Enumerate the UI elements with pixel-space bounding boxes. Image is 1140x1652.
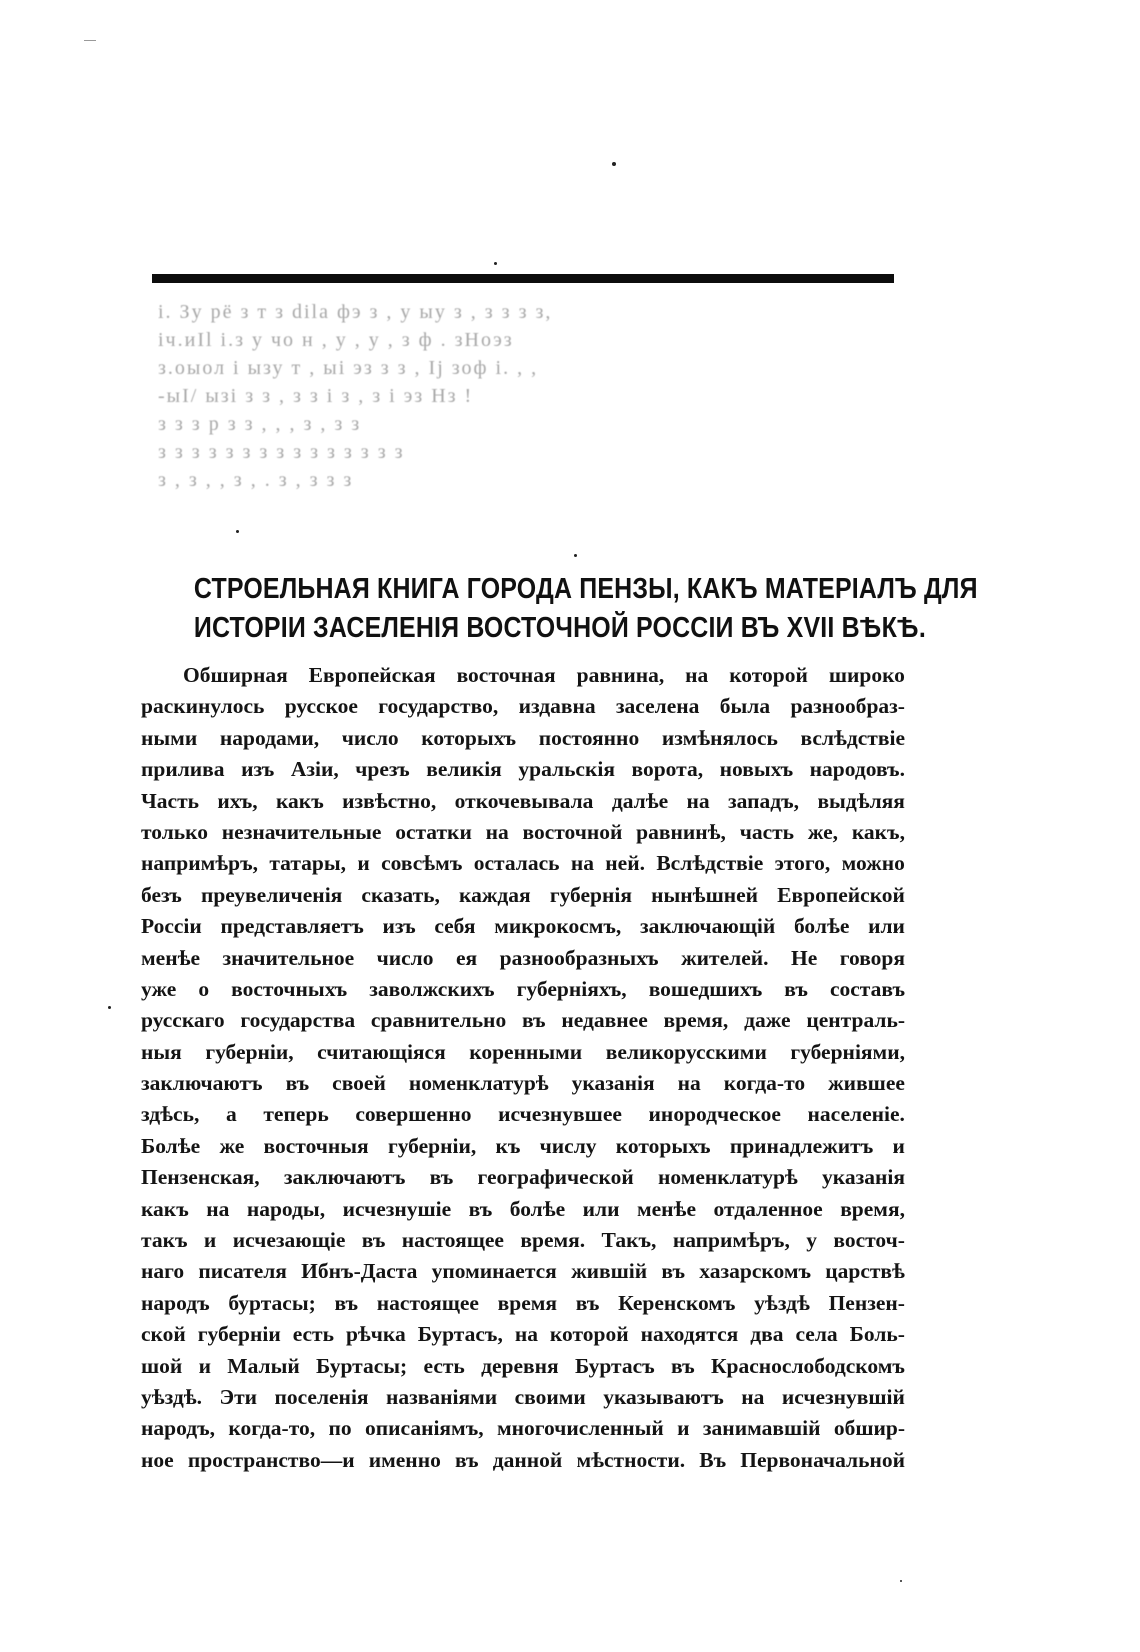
text-line bbox=[141, 1162, 905, 1193]
word: указанія bbox=[822, 1165, 905, 1190]
word: Европейской bbox=[777, 882, 905, 907]
bleed-line: з.оыол і ызу т , ыі эз з з , Ij зоф і. , , bbox=[158, 357, 539, 379]
word: Керенскомъ bbox=[618, 1290, 736, 1315]
word: Буртасы; bbox=[316, 1353, 408, 1378]
word: уральскія bbox=[518, 757, 615, 782]
text-line bbox=[141, 786, 905, 817]
word: настоящее bbox=[376, 1290, 479, 1315]
word: восточная bbox=[456, 663, 556, 687]
word: именно bbox=[368, 1447, 441, 1472]
word: ными bbox=[141, 725, 198, 750]
word: чрезъ bbox=[355, 757, 410, 782]
word: болѣе bbox=[509, 1196, 566, 1221]
bleed-line: з з з р з з , , , з , з з bbox=[158, 413, 362, 435]
scan-speck bbox=[574, 554, 577, 557]
word: народъ, bbox=[141, 1416, 216, 1441]
text-line bbox=[141, 974, 905, 1005]
word: сказать, bbox=[361, 882, 440, 907]
word: Буртасъ, bbox=[417, 1322, 503, 1347]
word: Краснослободскомъ bbox=[710, 1353, 905, 1378]
word: на bbox=[677, 1071, 701, 1096]
text-line bbox=[141, 691, 905, 722]
text-line bbox=[141, 1351, 905, 1382]
word: составъ bbox=[829, 976, 905, 1001]
word: можно bbox=[841, 851, 905, 876]
text-line bbox=[141, 1037, 905, 1068]
word: указанія bbox=[571, 1071, 655, 1096]
word: есть bbox=[423, 1353, 465, 1378]
word: государство, bbox=[378, 694, 499, 719]
word: занимавшій bbox=[702, 1416, 821, 1441]
word: находятся bbox=[640, 1322, 739, 1347]
word: настоящее bbox=[401, 1228, 504, 1253]
word: своей bbox=[332, 1071, 386, 1096]
text-line bbox=[141, 1099, 905, 1130]
word: которыхъ bbox=[421, 725, 517, 750]
word: новыхъ bbox=[719, 757, 794, 782]
word: у bbox=[806, 1228, 817, 1253]
word: выдѣляя bbox=[817, 788, 905, 813]
scan-speck bbox=[612, 162, 616, 166]
word: въ bbox=[334, 1290, 359, 1315]
word: каждая bbox=[459, 882, 531, 907]
word: этого, bbox=[774, 851, 831, 876]
word: ней. bbox=[605, 851, 645, 876]
word: постоянно bbox=[538, 725, 640, 750]
word: Первоначальной bbox=[740, 1447, 905, 1472]
word: заселена bbox=[615, 694, 700, 719]
title-line: СТРОЕЛЬНАЯ КНИГА ГОРОДА ПЕНЗЫ, КАКЪ МАТЕРІАЛЪ ДЛЯ bbox=[193, 573, 978, 605]
word: осталась bbox=[473, 851, 560, 876]
word: когда-то bbox=[723, 1071, 806, 1096]
word: ея bbox=[455, 945, 478, 970]
word: Буртасъ bbox=[574, 1353, 655, 1378]
word: буртасы; bbox=[228, 1290, 316, 1315]
word: Ибнъ-Даста bbox=[301, 1259, 418, 1284]
word: незначительные bbox=[221, 819, 382, 844]
word: ное bbox=[141, 1447, 174, 1472]
word: жителей. bbox=[681, 945, 769, 970]
word: Такъ, bbox=[601, 1228, 657, 1253]
word: шой bbox=[141, 1353, 183, 1378]
word: мѣстности. bbox=[576, 1447, 686, 1472]
bleed-line: іч.иIl і.з у чо н , у , у , з ф . зНоэз bbox=[158, 329, 514, 351]
word: номенклатурѣ bbox=[657, 1165, 798, 1190]
word: когда-то, bbox=[228, 1416, 316, 1441]
word: царствѣ bbox=[825, 1259, 905, 1284]
word: уѣздѣ. bbox=[141, 1384, 203, 1409]
word: обшир- bbox=[833, 1416, 905, 1441]
word: менѣе bbox=[141, 945, 201, 970]
word: сравнительно bbox=[370, 1008, 507, 1033]
word: же bbox=[219, 1133, 245, 1158]
scan-speck bbox=[494, 262, 497, 265]
text-line bbox=[141, 1005, 905, 1036]
word: на bbox=[686, 788, 710, 813]
word: въ bbox=[429, 1165, 454, 1190]
word: хазарскомъ bbox=[699, 1259, 811, 1284]
word: даже bbox=[744, 1008, 791, 1033]
word: восточ- bbox=[833, 1228, 905, 1253]
word: нынѣшней bbox=[651, 882, 759, 907]
word: многочисленный bbox=[496, 1416, 664, 1441]
word: губерніи, bbox=[387, 1133, 477, 1158]
word: деревня bbox=[481, 1353, 559, 1378]
word: населеніе. bbox=[807, 1102, 905, 1127]
word: а bbox=[225, 1102, 237, 1127]
word: какъ, bbox=[851, 819, 905, 844]
word: государства bbox=[240, 1008, 356, 1033]
word: которыхъ bbox=[615, 1133, 711, 1158]
word: въ bbox=[671, 1353, 695, 1378]
word: губерніями, bbox=[790, 1039, 905, 1064]
title-line: ИСТОРІИ ЗАСЕЛЕНІЯ ВОСТОЧНОЙ РОССІИ ВЪ XVII ВѢКѢ. bbox=[193, 612, 926, 644]
word: число bbox=[341, 725, 399, 750]
word: и bbox=[892, 1133, 905, 1158]
word: разнообразныхъ bbox=[499, 945, 659, 970]
word: великорусскими bbox=[605, 1039, 767, 1064]
word: Болѣе bbox=[141, 1133, 201, 1158]
word: губерніи, bbox=[205, 1039, 294, 1064]
word: которой bbox=[729, 663, 808, 687]
word: изъ bbox=[241, 757, 275, 782]
word: раскинулось bbox=[141, 694, 265, 719]
word: ныя bbox=[141, 1039, 182, 1064]
word: равнина, bbox=[576, 663, 665, 687]
word: Пензенская, bbox=[141, 1165, 260, 1190]
text-line bbox=[141, 1194, 905, 1225]
word: менѣе bbox=[636, 1196, 697, 1221]
word: какъ bbox=[276, 788, 324, 813]
bleed-line: -ыІ/ ызі з з , з з і з , з і эз Нз ! bbox=[158, 385, 474, 407]
word: инородческое bbox=[648, 1102, 781, 1127]
text-line bbox=[141, 1445, 905, 1476]
word: Европейская bbox=[308, 663, 436, 687]
word: исчезнувшій bbox=[781, 1384, 905, 1409]
word: наго bbox=[141, 1259, 185, 1284]
word: данной bbox=[492, 1447, 563, 1472]
word: упоминается bbox=[431, 1259, 557, 1284]
scan-speck bbox=[900, 1580, 902, 1582]
word: описаніямъ, bbox=[364, 1416, 484, 1441]
text-line bbox=[141, 1068, 905, 1099]
bleed-through-text bbox=[158, 298, 888, 494]
word: Обширная bbox=[183, 663, 288, 687]
word: на bbox=[741, 1384, 765, 1409]
scan-speck bbox=[84, 40, 96, 41]
word: широко bbox=[828, 663, 905, 687]
word: безъ bbox=[141, 882, 182, 907]
text-line bbox=[141, 880, 905, 911]
word: числу bbox=[539, 1133, 597, 1158]
word: названіями bbox=[386, 1384, 498, 1409]
text-line bbox=[141, 660, 905, 691]
word: откочевывала bbox=[454, 788, 594, 813]
word: восточныхъ bbox=[231, 976, 348, 1001]
word: время, bbox=[840, 1196, 905, 1221]
word: есть bbox=[292, 1322, 334, 1347]
word: значительное bbox=[222, 945, 355, 970]
word: въ bbox=[285, 1071, 310, 1096]
word: и bbox=[357, 851, 370, 876]
word: по bbox=[328, 1416, 352, 1441]
word: издавна bbox=[518, 694, 596, 719]
article-title bbox=[193, 570, 978, 648]
word: Часть bbox=[141, 788, 200, 813]
word: въ bbox=[661, 1259, 686, 1284]
word: географической bbox=[477, 1165, 634, 1190]
word: своими bbox=[514, 1384, 586, 1409]
word: заключаютъ bbox=[141, 1071, 263, 1096]
word: здѣсь, bbox=[141, 1102, 200, 1127]
word: микрокосмъ, bbox=[494, 914, 622, 939]
word: или bbox=[582, 1196, 620, 1221]
word: села bbox=[795, 1322, 838, 1347]
word: ворота, bbox=[631, 757, 704, 782]
word: часть bbox=[739, 819, 795, 844]
word: Россіи bbox=[141, 914, 202, 939]
word: русское bbox=[284, 694, 358, 719]
word: время, bbox=[663, 1008, 729, 1033]
word: къ bbox=[495, 1133, 521, 1158]
word: число bbox=[376, 945, 434, 970]
word: напримѣръ, bbox=[672, 1228, 790, 1253]
word: централь- bbox=[806, 1008, 905, 1033]
word: ской bbox=[141, 1322, 186, 1347]
word: вслѣдствіе bbox=[800, 725, 905, 750]
word: писателя bbox=[198, 1259, 287, 1284]
word: вошедшихъ bbox=[648, 976, 763, 1001]
text-line bbox=[141, 1256, 905, 1287]
word: въ bbox=[468, 1196, 493, 1221]
word: Вслѣдствіе bbox=[656, 851, 764, 876]
text-line bbox=[141, 1131, 905, 1162]
word: указываютъ bbox=[603, 1384, 724, 1409]
word: себя bbox=[434, 914, 476, 939]
word: русскаго bbox=[141, 1008, 225, 1033]
word: рѣчка bbox=[345, 1322, 406, 1347]
word: недавнее bbox=[561, 1008, 648, 1033]
word: которой bbox=[549, 1322, 629, 1347]
word: извѣстно, bbox=[342, 788, 437, 813]
word: измѣнялось bbox=[661, 725, 778, 750]
text-line bbox=[141, 754, 905, 785]
word: преувеличенія bbox=[200, 882, 343, 907]
word: на bbox=[570, 851, 594, 876]
word: остатки bbox=[395, 819, 472, 844]
word: Въ bbox=[699, 1447, 727, 1472]
word: совсѣмъ bbox=[381, 851, 463, 876]
text-line bbox=[141, 817, 905, 848]
text-line bbox=[141, 723, 905, 754]
word: поселенія bbox=[274, 1384, 369, 1409]
word: губернія bbox=[549, 882, 633, 907]
text-line bbox=[141, 911, 905, 942]
word: на bbox=[485, 819, 509, 844]
word: Азіи, bbox=[290, 757, 339, 782]
word: равнинѣ, bbox=[636, 819, 726, 844]
scan-speck bbox=[236, 530, 239, 533]
word: представляетъ bbox=[220, 914, 364, 939]
word: исчезнушіе bbox=[342, 1196, 452, 1221]
text-line bbox=[141, 1382, 905, 1413]
word: совершенно bbox=[355, 1102, 472, 1127]
word: или bbox=[868, 914, 905, 939]
word: говоря bbox=[839, 945, 905, 970]
word: коренными bbox=[469, 1039, 583, 1064]
word: Эти bbox=[219, 1384, 258, 1409]
word: губерніи bbox=[197, 1322, 281, 1347]
word: Боль- bbox=[849, 1322, 905, 1347]
word: губерніяхъ, bbox=[516, 976, 627, 1001]
word: напримѣръ, bbox=[141, 851, 259, 876]
word: восточной bbox=[522, 819, 623, 844]
word: какъ bbox=[141, 1196, 189, 1221]
word: далѣе bbox=[611, 788, 669, 813]
word: въ bbox=[361, 1228, 386, 1253]
word: заключаютъ bbox=[283, 1165, 406, 1190]
word: время bbox=[497, 1290, 558, 1315]
text-line bbox=[141, 848, 905, 879]
word: только bbox=[141, 819, 209, 844]
word: о bbox=[198, 976, 210, 1001]
word: Пензен- bbox=[828, 1290, 905, 1315]
word: восточныя bbox=[263, 1133, 369, 1158]
word: Малый bbox=[227, 1353, 300, 1378]
word: великія bbox=[426, 757, 502, 782]
word: въ bbox=[521, 1008, 546, 1033]
bleed-line: і. Зу рё з т з dila фэ з , у ыу з , з з з з, bbox=[158, 301, 553, 323]
word: народы, bbox=[246, 1196, 326, 1221]
word: время. bbox=[520, 1228, 586, 1253]
word: заволжскихъ bbox=[369, 976, 495, 1001]
word: пространство—и bbox=[187, 1447, 355, 1472]
word: ихъ, bbox=[217, 788, 258, 813]
word: болѣе bbox=[793, 914, 850, 939]
bleed-line: з з з з з з з з з з з з з з з bbox=[158, 441, 405, 463]
text-line bbox=[141, 1225, 905, 1256]
word: народовъ. bbox=[809, 757, 905, 782]
word: и bbox=[198, 1353, 211, 1378]
word: заключающій bbox=[640, 914, 776, 939]
word: такъ bbox=[141, 1228, 188, 1253]
word: на bbox=[514, 1322, 538, 1347]
text-line bbox=[141, 943, 905, 974]
text-line bbox=[141, 1288, 905, 1319]
word: татары, bbox=[269, 851, 347, 876]
word: же, bbox=[807, 819, 839, 844]
word: два bbox=[750, 1322, 784, 1347]
word: исчезающіе bbox=[232, 1228, 346, 1253]
word: на bbox=[206, 1196, 230, 1221]
word: была bbox=[719, 694, 771, 719]
bleed-line: з , з , , з , . з , з з з bbox=[158, 469, 354, 491]
word: въ bbox=[454, 1447, 479, 1472]
word: и bbox=[203, 1228, 217, 1253]
word: въ bbox=[575, 1290, 600, 1315]
word: уѣздѣ bbox=[754, 1290, 810, 1315]
word: прилива bbox=[141, 757, 225, 782]
word: на bbox=[685, 663, 709, 687]
text-line bbox=[141, 1413, 905, 1444]
word: исчезнувшее bbox=[498, 1102, 622, 1127]
word: номенклатурѣ bbox=[408, 1071, 549, 1096]
word: жившій bbox=[571, 1259, 648, 1284]
word: отдаленное bbox=[713, 1196, 823, 1221]
text-line bbox=[141, 1319, 905, 1350]
word: западъ, bbox=[728, 788, 800, 813]
word: изъ bbox=[382, 914, 416, 939]
word: Не bbox=[791, 945, 818, 970]
word: въ bbox=[784, 976, 808, 1001]
word: и bbox=[677, 1416, 690, 1441]
word: уже bbox=[141, 976, 177, 1001]
article-body bbox=[141, 660, 905, 1476]
word: народъ bbox=[141, 1290, 210, 1315]
word: считающіяся bbox=[317, 1039, 446, 1064]
header-rule bbox=[152, 274, 894, 283]
scan-speck bbox=[108, 1006, 111, 1009]
word: народами, bbox=[219, 725, 320, 750]
word: разнообраз- bbox=[790, 694, 905, 719]
word: принадлежитъ bbox=[729, 1133, 874, 1158]
word: жившее bbox=[828, 1071, 905, 1096]
word: теперь bbox=[263, 1102, 329, 1127]
